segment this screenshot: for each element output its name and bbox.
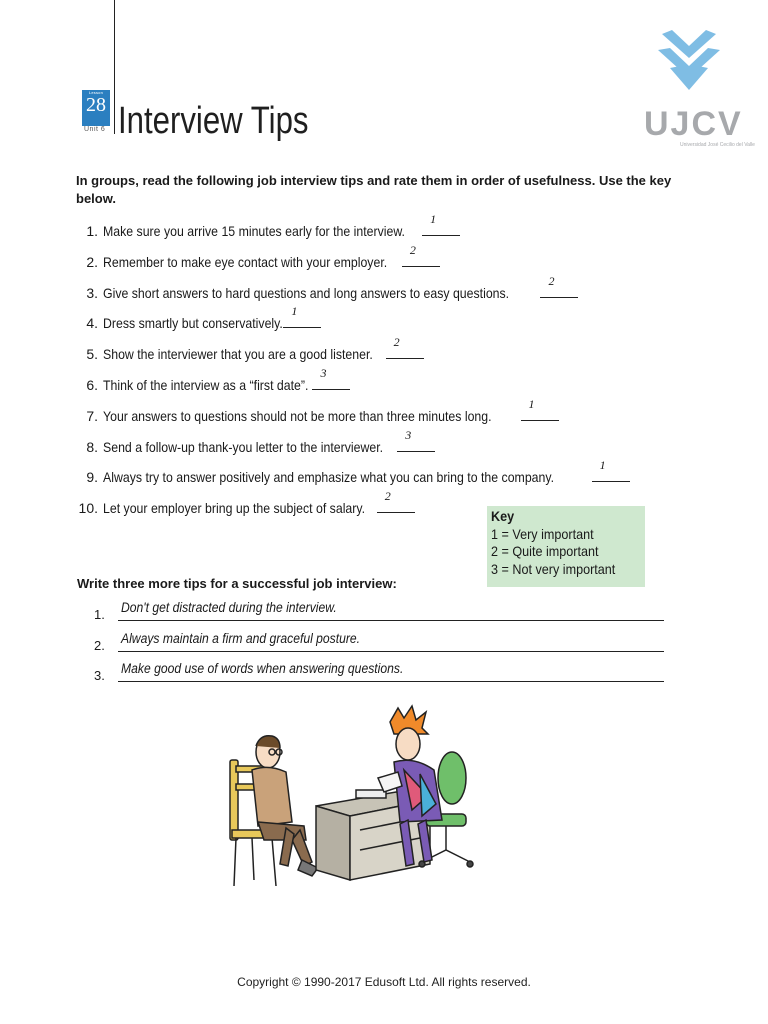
answer-value: 1 [291, 304, 298, 319]
written-answer: Make good use of words when answering questions. [121, 661, 404, 676]
answer-blank[interactable] [422, 212, 460, 236]
written-answer: Always maintain a firm and graceful posture. [121, 630, 361, 646]
item-number: 10. [78, 500, 98, 517]
answer-value: 2 [393, 335, 400, 350]
answer-blank[interactable] [521, 396, 559, 421]
list-item [74, 396, 714, 437]
answer-value: 2 [409, 242, 416, 257]
answer-blank[interactable] [283, 304, 321, 328]
tip-text: Show the interviewer that you are a good listener. [103, 346, 373, 363]
tip-text: Remember to make eye contact with your employer. [103, 253, 388, 270]
answer-blank[interactable] [397, 427, 435, 452]
item-number: 7. [86, 407, 98, 424]
tip-text: Always try to answer positively and emphasize what you can bring to the company. [103, 469, 555, 486]
tip-text: Send a follow-up thank-you letter to the interviewer. [103, 438, 384, 455]
answer-value: 2 [548, 273, 555, 288]
rating-key-box [487, 506, 645, 587]
header-divider-line [114, 0, 115, 134]
item-number: 9. [86, 469, 98, 486]
item-number: 2. [86, 253, 98, 270]
answer-line[interactable] [118, 620, 664, 621]
list-item [92, 661, 664, 692]
answer-value: 2 [384, 489, 391, 504]
answer-blank[interactable] [377, 489, 415, 513]
item-number: 1. [94, 607, 105, 622]
unit-label: Unit 6 [84, 126, 106, 133]
tip-text: Think of the interview as a “first date”. [103, 376, 309, 393]
list-item [74, 427, 714, 468]
answer-blank[interactable] [402, 242, 440, 267]
page-title: Interview Tips [118, 100, 309, 142]
more-tips-list [92, 600, 664, 692]
answer-value: 1 [599, 458, 606, 473]
logo-text: UJCV [644, 105, 743, 143]
answer-value: 3 [320, 365, 327, 380]
key-item: 1 = Very important [491, 525, 594, 542]
lesson-badge [82, 90, 110, 126]
tip-text: Give short answers to hard questions and long answers to easy questions. [103, 284, 510, 301]
logo-subtitle: Universidad José Cecilio del Valle [680, 142, 755, 148]
answer-blank[interactable] [386, 335, 424, 359]
answer-blank[interactable] [312, 365, 350, 390]
more-tips-heading: Write three more tips for a successful job interview: [77, 576, 397, 591]
tip-text: Make sure you arrive 15 minutes early for the interview. [103, 223, 405, 239]
list-item [74, 365, 714, 406]
item-number: 3. [94, 668, 105, 683]
key-title: Key [491, 508, 515, 524]
list-item [74, 242, 714, 283]
tips-list [74, 212, 714, 529]
lesson-number: 28 [86, 94, 106, 116]
ujcv-logo [640, 28, 755, 152]
answer-value: 3 [405, 427, 412, 442]
instructions: In groups, read the following job interview tips and rate them in order of usefulness. Use the key below. [76, 173, 672, 206]
list-item [74, 212, 714, 252]
item-number: 4. [86, 315, 98, 332]
answer-blank[interactable] [540, 273, 578, 298]
written-answer: Don't get distracted during the interview. [121, 600, 337, 615]
list-item [92, 631, 664, 662]
list-item [74, 273, 714, 314]
answer-value: 1 [430, 212, 437, 226]
item-number: 1. [86, 223, 98, 239]
list-item [74, 458, 714, 498]
item-number: 8. [86, 438, 98, 455]
tip-text: Dress smartly but conservatively. [103, 315, 283, 332]
item-number: 5. [86, 346, 98, 363]
tip-text: Your answers to questions should not be more than three minutes long. [103, 407, 492, 424]
key-item: 2 = Quite important [491, 543, 599, 559]
item-number: 2. [94, 637, 105, 653]
ujcv-mark-icon [658, 28, 720, 106]
answer-blank[interactable] [592, 458, 630, 482]
item-number: 3. [86, 284, 98, 301]
copyright-text: Copyright © 1990-2017 Edusoft Ltd. All rights reserved. [237, 975, 531, 989]
key-item: 3 = Not very important [491, 560, 616, 577]
list-item [92, 600, 664, 631]
list-item [74, 335, 714, 375]
candidate-figure [252, 736, 318, 876]
item-number: 6. [86, 376, 98, 393]
answer-line[interactable] [118, 651, 664, 652]
answer-line[interactable] [118, 681, 664, 682]
interview-illustration [208, 700, 484, 896]
answer-value: 1 [528, 396, 535, 411]
lesson-caption: Lesson [88, 90, 104, 95]
tip-text: Let your employer bring up the subject of salary. [103, 500, 366, 517]
